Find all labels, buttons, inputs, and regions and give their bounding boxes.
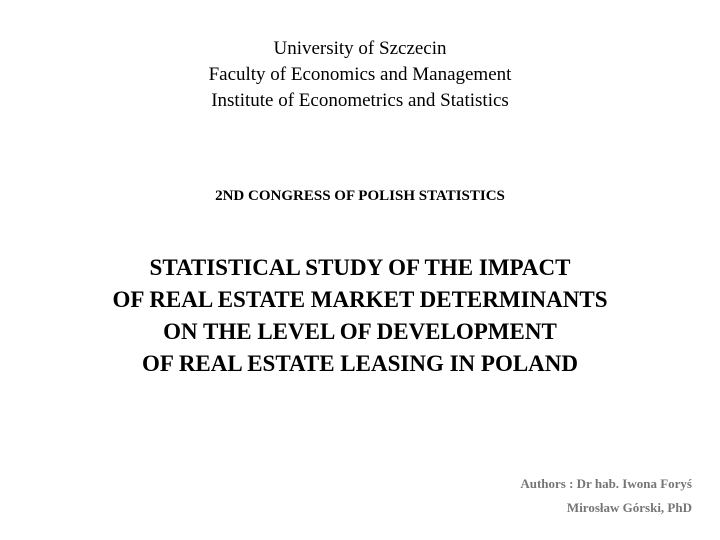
presentation-title	[0, 252, 720, 380]
title-line-4: OF REAL ESTATE LEASING IN POLAND	[141, 351, 579, 376]
congress-heading: 2ND CONGRESS OF POLISH STATISTICS	[215, 188, 505, 204]
title-line-2: OF REAL ESTATE MARKET DETERMINANTS	[112, 287, 608, 312]
institute-name: Institute of Econometrics and Statistics	[211, 90, 509, 111]
authors-line-1: Authors : Dr hab. Iwona Foryś	[520, 476, 692, 491]
university-name: University of Szczecin	[273, 38, 447, 59]
faculty-name: Faculty of Economics and Management	[208, 64, 512, 85]
institution-block	[0, 36, 720, 114]
title-line-3: ON THE LEVEL OF DEVELOPMENT	[163, 319, 557, 344]
authors-line-2: Mirosław Górski, PhD	[566, 500, 692, 515]
authors-block	[520, 472, 692, 520]
title-line-1: STATISTICAL STUDY OF THE IMPACT	[149, 255, 571, 280]
